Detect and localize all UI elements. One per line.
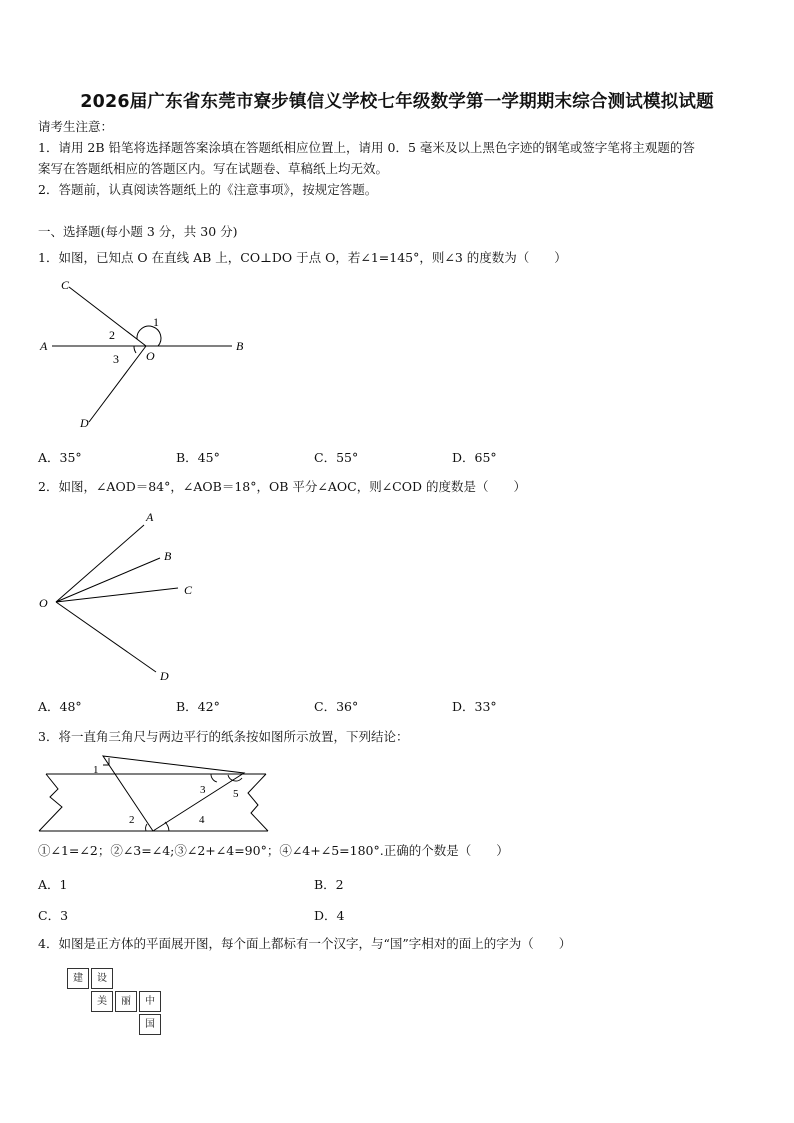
- notice-item-1-cont: 案写在答题纸相应的答题区内。写在试题卷、草稿纸上均无效。: [38, 161, 389, 176]
- label-angle-5: 5: [233, 788, 239, 800]
- question-3-figure: [36, 753, 276, 837]
- question-3-option-a: A．1: [38, 877, 68, 892]
- label-a: A: [40, 339, 48, 353]
- strip-right-torn-edge: [248, 774, 268, 831]
- label-angle-3: 3: [200, 784, 206, 796]
- label-angle-1: 1: [153, 315, 159, 329]
- label-a: A: [146, 510, 154, 524]
- question-1-stem: 1．如图，已知点 O 在直线 AB 上，CO⊥DO 于点 O，若∠1=145°，则∠3 的度数为（ ）: [38, 250, 567, 265]
- angle-1-arc: [137, 326, 161, 346]
- label-d: D: [160, 669, 169, 683]
- net-cell: 国: [139, 1014, 161, 1035]
- question-1-figure: [36, 272, 256, 432]
- net-cell: 美: [91, 991, 113, 1012]
- strip-left-torn-edge: [39, 774, 62, 831]
- question-3-option-d: D．4: [314, 908, 345, 923]
- label-d: D: [80, 416, 89, 430]
- net-cell: 丽: [115, 991, 137, 1012]
- ray-od: [56, 602, 156, 672]
- page-title: 2026届广东省东莞市寮步镇信义学校七年级数学第一学期期末综合测试模拟试题: [80, 92, 714, 112]
- ray-oc: [56, 588, 178, 602]
- section-heading: 一、选择题(每小题 3 分，共 30 分): [38, 224, 238, 239]
- question-2-option-b: B．42°: [176, 699, 220, 714]
- question-2-option-a: A．48°: [38, 699, 82, 714]
- label-angle-2: 2: [109, 328, 115, 342]
- label-c: C: [184, 583, 193, 597]
- question-3-conclusions: ①∠1=∠2；②∠3=∠4;③∠2+∠4=90°；④∠4+∠5=180°.正确的个数是（ ）: [38, 843, 509, 858]
- label-b: B: [236, 339, 244, 353]
- notice-item-2: 2．答题前，认真阅读答题纸上的《注意事项》，按规定答题。: [38, 182, 378, 197]
- question-2-option-c: C．36°: [314, 699, 359, 714]
- ray-oa: [56, 525, 144, 602]
- question-1-option-d: D．65°: [452, 450, 497, 465]
- net-cell: 中: [139, 991, 161, 1012]
- question-4-cube-net: [67, 968, 167, 1040]
- question-1-option-b: B．45°: [176, 450, 220, 465]
- ray-ob: [56, 558, 160, 602]
- angle-3-arc: [134, 346, 136, 353]
- label-angle-2: 2: [129, 814, 135, 826]
- notice-item-1: 1．请用 2B 铅笔将选择题答案涂填在答题纸相应位置上，请用 0．5 毫米及以上黑色字迹的钢笔或签字笔将主观题的答: [38, 140, 695, 155]
- label-o: O: [39, 596, 48, 610]
- label-angle-1: 1: [93, 764, 99, 776]
- question-2-stem: 2．如图，∠AOD＝84°，∠AOB＝18°，OB 平分∠AOC，则∠COD 的度数是（ ）: [38, 479, 526, 494]
- question-1-option-a: A．35°: [38, 450, 82, 465]
- question-3-option-b: B．2: [314, 877, 344, 892]
- question-4-stem: 4．如图是正方体的平面展开图，每个面上都标有一个汉字，与“国”字相对的面上的字为（ ）: [38, 936, 572, 951]
- label-b: B: [164, 549, 172, 563]
- question-3-stem: 3．将一直角三角尺与两边平行的纸条按如图所示放置，下列结论：: [38, 729, 409, 744]
- question-2-option-d: D．33°: [452, 699, 497, 714]
- ray-oc: [69, 287, 146, 346]
- question-1-option-c: C．55°: [314, 450, 359, 465]
- net-cell: 建: [67, 968, 89, 989]
- net-cell: 设: [91, 968, 113, 989]
- angle-2-arc: [146, 824, 147, 831]
- label-angle-3: 3: [113, 352, 119, 366]
- label-c: C: [61, 278, 70, 292]
- set-square: [103, 756, 244, 831]
- notice-heading: 请考生注意：: [38, 119, 114, 134]
- question-2-figure: [36, 506, 206, 686]
- question-3-option-c: C．3: [38, 908, 69, 923]
- label-angle-4: 4: [199, 814, 205, 826]
- label-o: O: [146, 349, 155, 363]
- angle-3-arc: [211, 774, 217, 782]
